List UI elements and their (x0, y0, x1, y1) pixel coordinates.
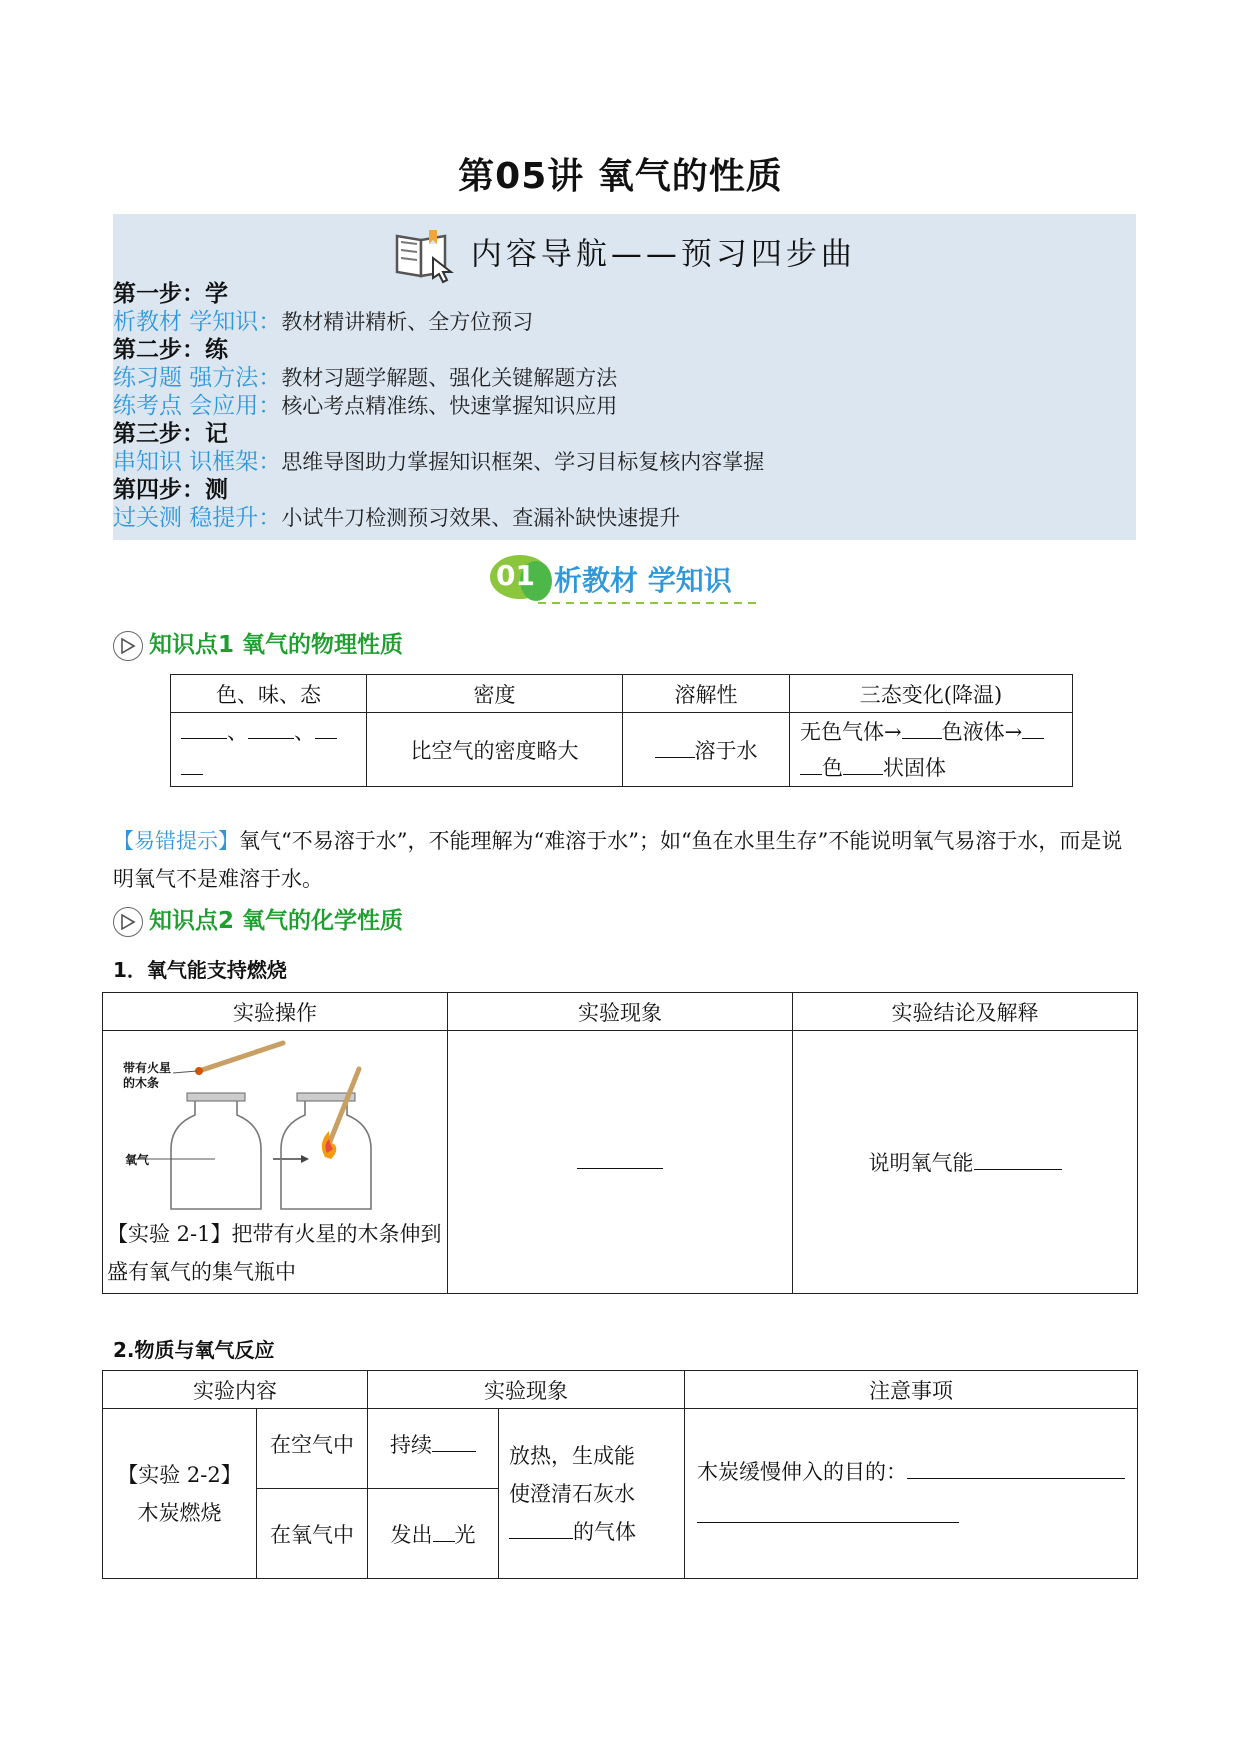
figure-label-stick: 带有火星 的木条 (123, 1061, 172, 1090)
solubility-cell: 溶于水 (623, 713, 790, 787)
nav-item-2: 练习题 强方法：教材习题学解题、强化关键解题方法 (113, 365, 618, 391)
physical-properties-table (170, 674, 1073, 787)
nav-item-3: 练考点 会应用：核心考点精准练、快速掌握知识应用 (113, 393, 618, 419)
combustion-table (102, 992, 1138, 1294)
section-badge (486, 555, 766, 607)
nav-step-1: 第一步：学 (113, 281, 228, 307)
book-pointer-icon (393, 228, 455, 284)
table-header: 实验操作 (103, 993, 448, 1031)
table-header: 注意事项 (685, 1371, 1138, 1409)
phase-change-cell: 无色气体→ 色液体→ 色 状固体 (790, 713, 1073, 787)
color-smell-state-blanks: 、 、 (171, 713, 367, 787)
kp1-heading: 知识点1 氧气的物理性质 (113, 626, 403, 661)
operation-cell (103, 1031, 448, 1294)
table-header: 实验内容 (103, 1371, 368, 1409)
in-air-cell: 在空气中 (257, 1409, 368, 1489)
table-header: 实验结论及解释 (793, 993, 1138, 1031)
nav-heading (113, 228, 1136, 284)
nav-item-5: 过关测 稳提升：小试牛刀检测预习效果、查漏补缺快速提升 (113, 505, 681, 531)
reaction-table (102, 1370, 1138, 1579)
nav-heading-text: 内容导航——预习四步曲 (470, 236, 856, 273)
notes-cell: 木炭缓慢伸入的目的： (685, 1409, 1138, 1579)
experiment-2-1-text: 【实验 2-1】把带有火星的木条伸到盛有氧气的集气瓶中 (107, 1222, 442, 1284)
nav-item-4: 串知识 识框架：思维导图助力掌握知识框架、学习目标复核内容掌握 (113, 449, 765, 475)
density-cell: 比空气的密度略大 (367, 713, 623, 787)
oxygen-bottle-experiment-figure (103, 1031, 447, 1211)
nav-step-4: 第四步：测 (113, 477, 228, 503)
conclusion-cell: 说明氧气能 (793, 1031, 1138, 1294)
table-header: 实验现象 (448, 993, 793, 1031)
table-header: 色、味、态 (171, 675, 367, 713)
common-phenomenon-cell: 放热，生成能 使澄清石灰水 的气体 (499, 1409, 685, 1579)
table-header: 实验现象 (368, 1371, 685, 1409)
nav-item-1: 析教材 学知识：教材精讲精析、全方位预习 (113, 309, 534, 335)
nav-step-3: 第三步：记 (113, 421, 228, 447)
in-oxygen-cell: 在氧气中 (257, 1489, 368, 1579)
experiment-2-2-cell: 【实验 2-2】 木炭燃烧 (103, 1409, 257, 1579)
table-header: 密度 (367, 675, 623, 713)
badge-number: 01 (496, 559, 535, 592)
air-phenomenon-cell: 持续 (368, 1409, 499, 1489)
badge-text: 析教材 学知识 (554, 564, 732, 597)
subheading-support-combustion: 1．氧气能支持燃烧 (113, 958, 287, 982)
nav-step-2: 第二步：练 (113, 337, 228, 363)
kp2-heading: 知识点2 氧气的化学性质 (113, 902, 403, 937)
arrow-circle-icon (113, 631, 143, 661)
page-title: 第05讲 氧气的性质 (458, 156, 783, 197)
table-header: 三态变化(降温) (790, 675, 1073, 713)
oxygen-phenomenon-cell: 发出 光 (368, 1489, 499, 1579)
error-tip: 【易错提示】氧气“不易溶于水”，不能理解为“难溶于水”；如“鱼在水里生存”不能说明氧气易溶于水，而是说明氧气不是难溶于水。 (113, 829, 1123, 891)
content-navigation-box (113, 214, 1136, 540)
subheading-reaction: 2.物质与氧气反应 (113, 1338, 275, 1362)
phenomenon-cell (448, 1031, 793, 1294)
arrow-circle-icon (113, 907, 143, 937)
table-header: 溶解性 (623, 675, 790, 713)
figure-label-oxygen: 氧气 (125, 1153, 150, 1167)
